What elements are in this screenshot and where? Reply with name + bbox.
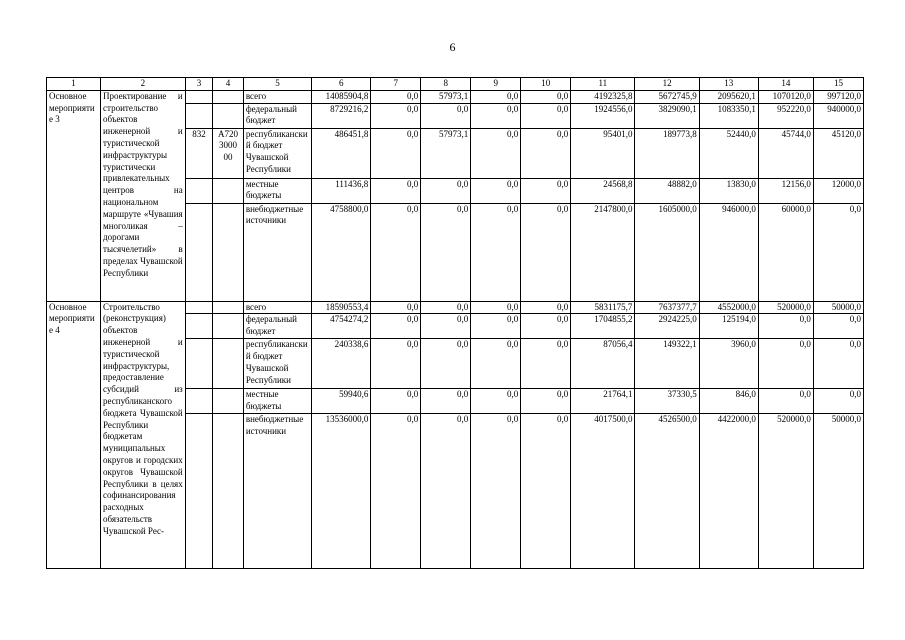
agency-code bbox=[185, 339, 213, 389]
amount-cell: 4192325,8 bbox=[571, 90, 635, 103]
amount-cell: 0,0 bbox=[758, 389, 813, 414]
amount-cell: 12000,0 bbox=[813, 178, 863, 203]
amount-cell: 0,0 bbox=[471, 128, 521, 178]
amount-cell: 111436,8 bbox=[312, 178, 371, 203]
amount-cell: 0,0 bbox=[813, 339, 863, 389]
amount-cell: 2095620,1 bbox=[699, 90, 758, 103]
funding-source: всего bbox=[243, 90, 311, 103]
amount-cell: 4526500,0 bbox=[635, 414, 699, 569]
amount-cell: 12156,0 bbox=[758, 178, 813, 203]
measure-label: Основное мероприятие 3 bbox=[47, 90, 101, 301]
target-item-code bbox=[213, 301, 244, 314]
amount-cell: 0,0 bbox=[471, 203, 521, 301]
target-item-code bbox=[213, 314, 244, 339]
column-header: 4 bbox=[213, 78, 244, 91]
amount-cell: 149322,1 bbox=[635, 339, 699, 389]
amount-cell: 0,0 bbox=[371, 128, 421, 178]
amount-cell: 1605000,0 bbox=[635, 203, 699, 301]
column-header-row bbox=[47, 78, 864, 91]
amount-cell: 3960,0 bbox=[699, 339, 758, 389]
funding-source: республиканский бюджет Чувашской Республики bbox=[243, 339, 311, 389]
amount-cell: 1083350,1 bbox=[699, 103, 758, 128]
amount-cell: 0,0 bbox=[371, 178, 421, 203]
amount-cell: 0,0 bbox=[758, 314, 813, 339]
agency-code bbox=[185, 314, 213, 339]
column-header: 11 bbox=[571, 78, 635, 91]
amount-cell: 0,0 bbox=[521, 301, 571, 314]
amount-cell: 5831175,7 bbox=[571, 301, 635, 314]
amount-cell: 0,0 bbox=[421, 203, 471, 301]
amount-cell: 14085904,8 bbox=[312, 90, 371, 103]
amount-cell: 0,0 bbox=[813, 314, 863, 339]
amount-cell: 0,0 bbox=[421, 178, 471, 203]
amount-cell: 125194,0 bbox=[699, 314, 758, 339]
amount-cell: 0,0 bbox=[371, 314, 421, 339]
amount-cell: 0,0 bbox=[471, 90, 521, 103]
amount-cell: 0,0 bbox=[521, 414, 571, 569]
agency-code bbox=[185, 389, 213, 414]
amount-cell: 4422000,0 bbox=[699, 414, 758, 569]
amount-cell: 18590553,4 bbox=[312, 301, 371, 314]
measure-name: Строительство (реконструкция) объектов инженерной и туристической инфраструктуры, предоставление субсидий из республиканского бюджета Чувашской Республики бюджетам муниципальных округов и городских округов Чувашской Республики в целях софинансирования расходных обязательств Чувашской Рес- bbox=[101, 301, 186, 569]
amount-cell: 0,0 bbox=[521, 103, 571, 128]
funding-source: федеральный бюджет bbox=[243, 314, 311, 339]
amount-cell: 95401,0 bbox=[571, 128, 635, 178]
amount-cell: 0,0 bbox=[813, 203, 863, 301]
amount-cell: 0,0 bbox=[471, 301, 521, 314]
page-number: 6 bbox=[449, 40, 456, 54]
amount-cell: 0,0 bbox=[471, 178, 521, 203]
amount-cell: 0,0 bbox=[521, 389, 571, 414]
target-item-code bbox=[213, 339, 244, 389]
amount-cell: 0,0 bbox=[421, 103, 471, 128]
amount-cell: 0,0 bbox=[371, 103, 421, 128]
amount-cell: 0,0 bbox=[521, 128, 571, 178]
amount-cell: 45744,0 bbox=[758, 128, 813, 178]
amount-cell: 7637377,7 bbox=[635, 301, 699, 314]
amount-cell: 13830,0 bbox=[699, 178, 758, 203]
funding-source: местные бюджеты bbox=[243, 178, 311, 203]
column-header: 5 bbox=[243, 78, 311, 91]
funding-source: внебюджетные источники bbox=[243, 203, 311, 301]
amount-cell: 50000,0 bbox=[813, 414, 863, 569]
column-header: 3 bbox=[185, 78, 213, 91]
amount-cell: 4552000,0 bbox=[699, 301, 758, 314]
amount-cell: 4754274,2 bbox=[312, 314, 371, 339]
amount-cell: 45120,0 bbox=[813, 128, 863, 178]
target-item-code bbox=[213, 203, 244, 301]
amount-cell: 0,0 bbox=[421, 301, 471, 314]
funding-source: республиканский бюджет Чувашской Республики bbox=[243, 128, 311, 178]
amount-cell: 3829090,1 bbox=[635, 103, 699, 128]
agency-code bbox=[185, 301, 213, 314]
amount-cell: 57973,1 bbox=[421, 128, 471, 178]
amount-cell: 0,0 bbox=[421, 314, 471, 339]
amount-cell: 0,0 bbox=[371, 414, 421, 569]
measure-name: Проектирование и строительство объектов инженерной и туристической инфраструктуры туристически привлекательных центров на национальном маршруте «Чувашия многоликая – дорогами тысячелетий» в пределах Чувашской Республики bbox=[101, 90, 186, 301]
amount-cell: 0,0 bbox=[521, 203, 571, 301]
amount-cell: 48882,0 bbox=[635, 178, 699, 203]
amount-cell: 5672745,9 bbox=[635, 90, 699, 103]
amount-cell: 1070120,0 bbox=[758, 90, 813, 103]
amount-cell: 4758800,0 bbox=[312, 203, 371, 301]
agency-code: 832 bbox=[185, 128, 213, 178]
column-header: 15 bbox=[813, 78, 863, 91]
amount-cell: 0,0 bbox=[758, 339, 813, 389]
column-header: 9 bbox=[471, 78, 521, 91]
funding-source: внебюджетные источники bbox=[243, 414, 311, 569]
amount-cell: 1924556,0 bbox=[571, 103, 635, 128]
amount-cell: 997120,0 bbox=[813, 90, 863, 103]
table-row bbox=[47, 90, 864, 103]
amount-cell: 952220,0 bbox=[758, 103, 813, 128]
target-item-code: А720 3000 00 bbox=[213, 128, 244, 178]
amount-cell: 8729216,2 bbox=[312, 103, 371, 128]
amount-cell: 240338,6 bbox=[312, 339, 371, 389]
amount-cell: 0,0 bbox=[421, 339, 471, 389]
amount-cell: 846,0 bbox=[699, 389, 758, 414]
target-item-code bbox=[213, 389, 244, 414]
amount-cell: 50000,0 bbox=[813, 301, 863, 314]
amount-cell: 0,0 bbox=[521, 314, 571, 339]
target-item-code bbox=[213, 414, 244, 569]
amount-cell: 0,0 bbox=[471, 314, 521, 339]
agency-code bbox=[185, 203, 213, 301]
column-header: 8 bbox=[421, 78, 471, 91]
amount-cell: 0,0 bbox=[421, 414, 471, 569]
amount-cell: 57973,1 bbox=[421, 90, 471, 103]
funding-source: местные бюджеты bbox=[243, 389, 311, 414]
amount-cell: 0,0 bbox=[371, 90, 421, 103]
amount-cell: 2147800,0 bbox=[571, 203, 635, 301]
column-header: 1 bbox=[47, 78, 101, 91]
amount-cell: 13536000,0 bbox=[312, 414, 371, 569]
agency-code bbox=[185, 90, 213, 103]
target-item-code bbox=[213, 103, 244, 128]
column-header: 10 bbox=[521, 78, 571, 91]
amount-cell: 37330,5 bbox=[635, 389, 699, 414]
measure-label: Основное мероприятие 4 bbox=[47, 301, 101, 569]
amount-cell: 0,0 bbox=[471, 414, 521, 569]
amount-cell: 0,0 bbox=[813, 389, 863, 414]
amount-cell: 2924225,0 bbox=[635, 314, 699, 339]
amount-cell: 21764,1 bbox=[571, 389, 635, 414]
target-item-code bbox=[213, 90, 244, 103]
amount-cell: 520000,0 bbox=[758, 301, 813, 314]
amount-cell: 486451,8 bbox=[312, 128, 371, 178]
amount-cell: 0,0 bbox=[471, 339, 521, 389]
table-row bbox=[47, 301, 864, 314]
budget-table bbox=[46, 77, 864, 569]
amount-cell: 520000,0 bbox=[758, 414, 813, 569]
amount-cell: 0,0 bbox=[521, 90, 571, 103]
amount-cell: 0,0 bbox=[371, 301, 421, 314]
column-header: 14 bbox=[758, 78, 813, 91]
amount-cell: 60000,0 bbox=[758, 203, 813, 301]
column-header: 13 bbox=[699, 78, 758, 91]
column-header: 12 bbox=[635, 78, 699, 91]
column-header: 7 bbox=[371, 78, 421, 91]
amount-cell: 0,0 bbox=[471, 103, 521, 128]
amount-cell: 59940,6 bbox=[312, 389, 371, 414]
column-header: 6 bbox=[312, 78, 371, 91]
amount-cell: 87056,4 bbox=[571, 339, 635, 389]
amount-cell: 0,0 bbox=[471, 389, 521, 414]
amount-cell: 189773,8 bbox=[635, 128, 699, 178]
funding-source: федеральный бюджет bbox=[243, 103, 311, 128]
agency-code bbox=[185, 414, 213, 569]
amount-cell: 0,0 bbox=[371, 339, 421, 389]
amount-cell: 52440,0 bbox=[699, 128, 758, 178]
amount-cell: 946000,0 bbox=[699, 203, 758, 301]
amount-cell: 1704855,2 bbox=[571, 314, 635, 339]
amount-cell: 0,0 bbox=[371, 389, 421, 414]
agency-code bbox=[185, 103, 213, 128]
amount-cell: 940000,0 bbox=[813, 103, 863, 128]
funding-source: всего bbox=[243, 301, 311, 314]
amount-cell: 0,0 bbox=[421, 389, 471, 414]
amount-cell: 0,0 bbox=[521, 339, 571, 389]
agency-code bbox=[185, 178, 213, 203]
amount-cell: 24568,8 bbox=[571, 178, 635, 203]
column-header: 2 bbox=[101, 78, 186, 91]
amount-cell: 4017500,0 bbox=[571, 414, 635, 569]
amount-cell: 0,0 bbox=[521, 178, 571, 203]
amount-cell: 0,0 bbox=[371, 203, 421, 301]
target-item-code bbox=[213, 178, 244, 203]
